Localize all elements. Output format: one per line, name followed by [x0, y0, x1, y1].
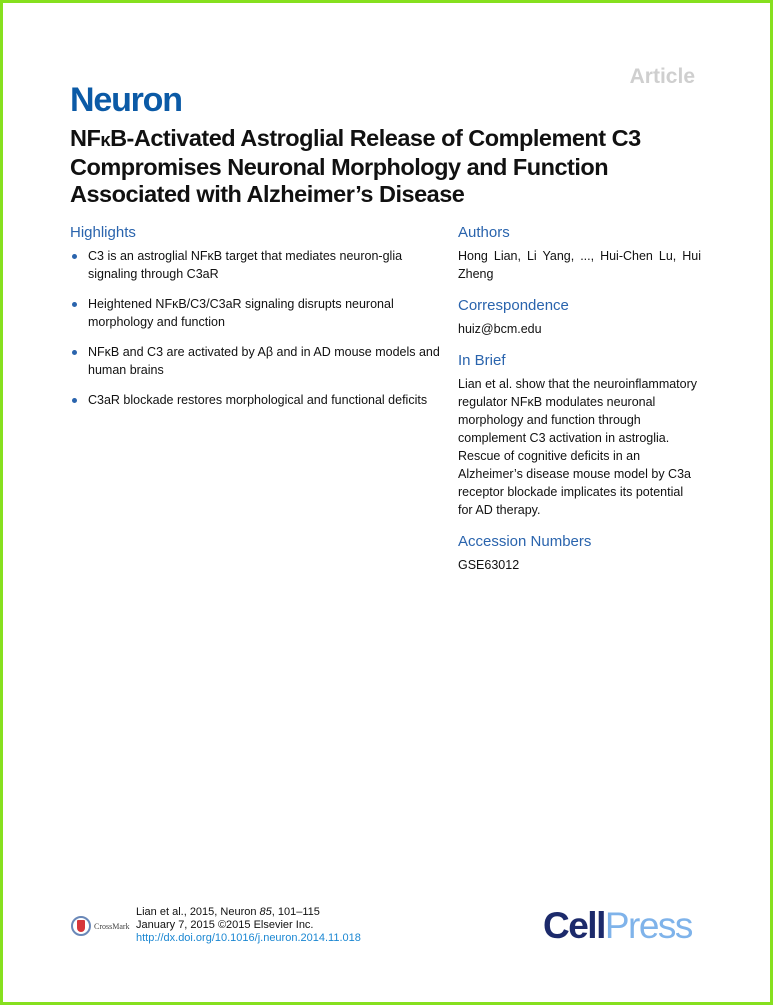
authors-section — [458, 224, 701, 283]
bullet-icon — [72, 398, 77, 403]
highlight-text: NFκB and C3 are activated by Aβ and in AD mouse models and human brains — [88, 345, 440, 377]
citation-line-1 — [136, 906, 361, 919]
citation-volume: 85 — [259, 906, 272, 918]
crossmark-badge[interactable] — [71, 916, 130, 936]
authors-list: Hong Lian, Li Yang, ..., Hui-Chen Lu, Hui Zheng — [458, 249, 701, 281]
bullet-icon — [72, 254, 77, 259]
highlight-text: C3aR blockade restores morphological and functional deficits — [88, 393, 428, 407]
highlight-text: C3 is an astroglial NFκB target that mediates neuron-glia signaling through C3aR — [88, 249, 403, 281]
title-nf: NF — [70, 125, 101, 151]
article-type-label: Article — [629, 65, 695, 88]
title-rest: B-Activated Astroglial Release of Complement C3 Compromises Neuronal Morphology and Function Associated with Alzheimer’s Disease — [70, 125, 641, 207]
highlight-item — [70, 247, 445, 283]
highlights-list — [70, 247, 445, 409]
citation-pages: , 101–115 — [271, 906, 320, 918]
highlight-item — [70, 391, 445, 409]
in-brief-text: Lian et al. show that the neuroinflammatory regulator NFκB modulates neuronal morphology and function through complement C3 activation in astroglia. Rescue of cognitive deficits in an Alzheimer’s disease mouse model by C3a receptor blockade implicates its potential for AD therapy. — [458, 377, 698, 517]
citation-line-2: January 7, 2015 ©2015 Elsevier Inc. — [136, 919, 314, 931]
crossmark-icon — [71, 916, 91, 936]
highlights-heading: Highlights — [70, 224, 136, 241]
accession-heading: Accession Numbers — [458, 533, 592, 550]
citation-block — [136, 906, 361, 945]
citation-authors: Lian et al., 2015, Neuron — [136, 906, 260, 918]
accession-number: GSE63012 — [458, 558, 520, 572]
logo-press: Press — [604, 905, 692, 946]
highlights-section — [70, 224, 445, 421]
highlight-text: Heightened NFκB/C3/C3aR signaling disrupts neuronal morphology and function — [88, 297, 394, 329]
summary-column — [458, 224, 701, 588]
accession-section — [458, 533, 701, 574]
bullet-icon — [72, 302, 77, 307]
doi-link[interactable]: http://dx.doi.org/10.1016/j.neuron.2014.11.018 — [136, 932, 361, 944]
highlight-item — [70, 343, 445, 379]
in-brief-section — [458, 352, 701, 519]
journal-name: Neuron — [70, 81, 182, 119]
correspondence-heading: Correspondence — [458, 297, 569, 314]
correspondence-email[interactable]: huiz@bcm.edu — [458, 322, 542, 336]
article-title — [70, 125, 730, 209]
bullet-icon — [72, 350, 77, 355]
logo-cell: Cell — [543, 905, 605, 946]
cellpress-logo — [543, 905, 692, 947]
highlight-item — [70, 295, 445, 331]
title-kappa: κ — [100, 129, 111, 150]
correspondence-section — [458, 297, 701, 338]
authors-heading: Authors — [458, 224, 510, 241]
in-brief-heading: In Brief — [458, 352, 506, 369]
crossmark-label: CrossMark — [94, 921, 130, 931]
